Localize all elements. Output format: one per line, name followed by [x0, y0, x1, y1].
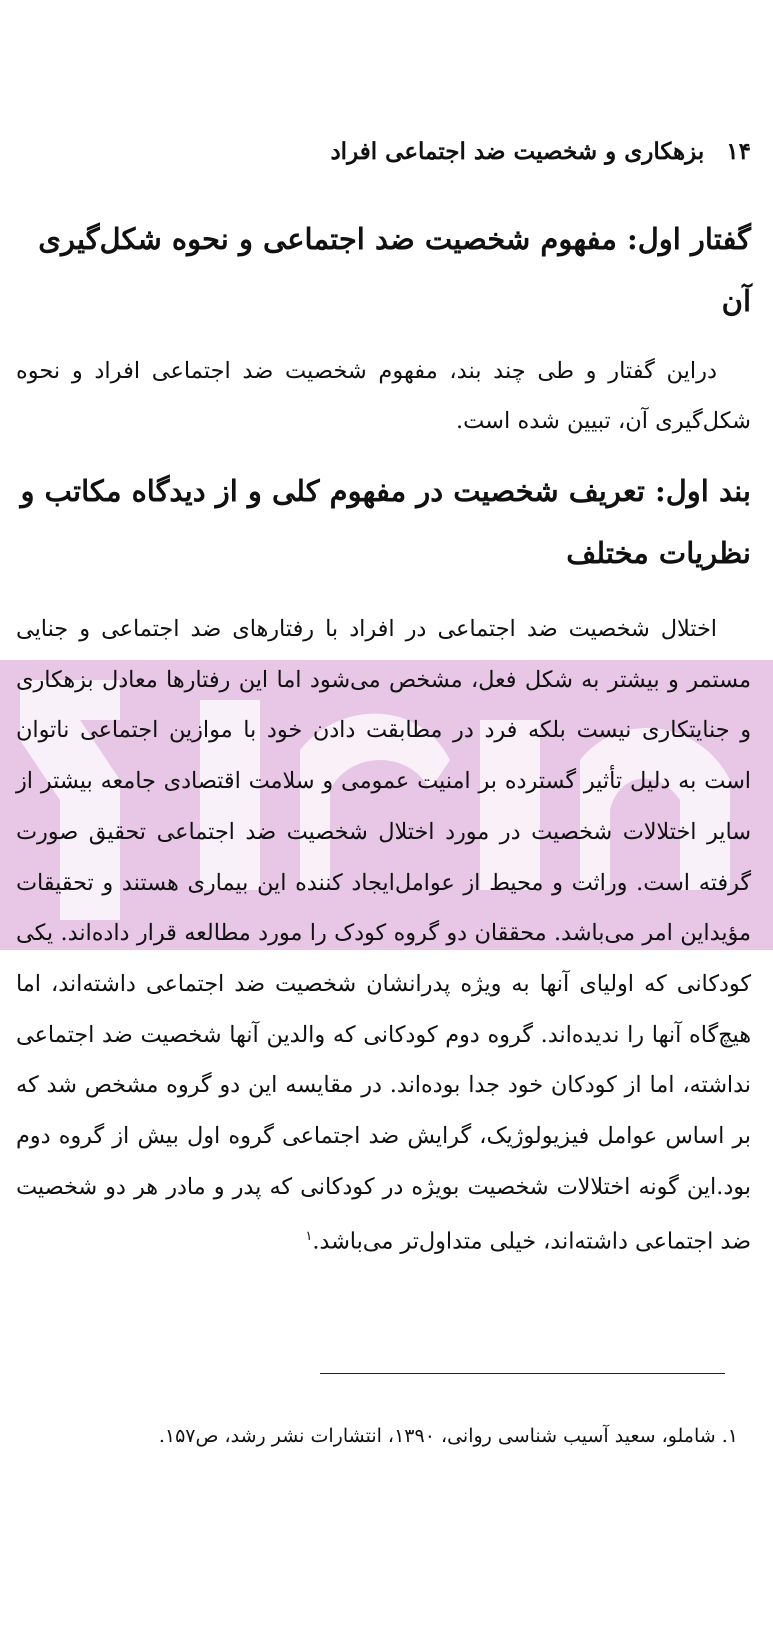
subsection-heading: بند اول: تعریف شخصیت در مفهوم کلی و از دیدگاه مکاتب و نظریات مختلف	[20, 474, 751, 570]
running-title: بزهکاری و شخصیت ضد اجتماعی افراد	[330, 138, 705, 165]
section-heading: گفتار اول: مفهوم شخصیت ضد اجتماعی و نحوه شکل‌گیری آن	[38, 222, 751, 318]
footnote-separator	[320, 1373, 725, 1374]
footnote: ۱. شاملو، سعید آسیب شناسی روانی، ۱۳۹۰، انتشارات نشر رشد، ص۱۵۷.	[158, 1425, 738, 1447]
body-paragraph	[16, 604, 751, 1268]
running-header	[31, 138, 751, 165]
page-number: ۱۴	[726, 138, 751, 165]
intro-paragraph-text: دراین گفتار و طی چند بند، مفهوم شخصیت ضد اجتماعی افراد و نحوه شکل‌گیری آن، تبیین شده است.	[16, 358, 751, 434]
body-paragraph-text: اختلال شخصیت ضد اجتماعی در افراد با رفتارهای ضد اجتماعی و جنایی مستمر و بیشتر به شکل فعل، مشخص می‌شود اما این رفتارها معادل بزهکاری و جنایتکاری نیست بلکه فرد در مطابقت دادن خود با موازین اجتماعی ناتوان است به دلیل تأثیر گسترده بر امنیت عمومی و سلامت اقتصادی جامعه بیشتر از سایر اختلالات شخصیت در مورد اختلال شخصیت ضد اجتماعی تحقیق صورت گرفته است. وراثت و محیط از عوامل‌ایجاد کننده این بیماری هستند و تحقیقات مؤیداین امر می‌باشد. محققان دو گروه کودک را مورد مطالعه قرار داده‌اند. یکی کودکانی که اولیای آنها به ویژه پدرانشان شخصیت ضد اجتماعی داشته‌اند، اما هیچ‌گاه آنها را ندیده‌اند. گروه دوم کودکانی که والدین آنها شخصیت ضد اجتماعی نداشته، اما از کودکان خود جدا بوده‌اند. در مقایسه این دو گروه مشخص شد که بر اساس عوامل فیزیولوژیک، گرایش ضد اجتماعی گروه اول بیش از گروه دوم بود.این گونه اختلالات شخصیت بویژه در کودکانی که پدر و مادر هر دو شخصیت ضد اجتماعی داشته‌اند، خیلی متداول‌تر می‌باشد.	[16, 616, 751, 1255]
intro-paragraph	[16, 346, 751, 446]
footnote-marker: ۱	[305, 1229, 313, 1245]
